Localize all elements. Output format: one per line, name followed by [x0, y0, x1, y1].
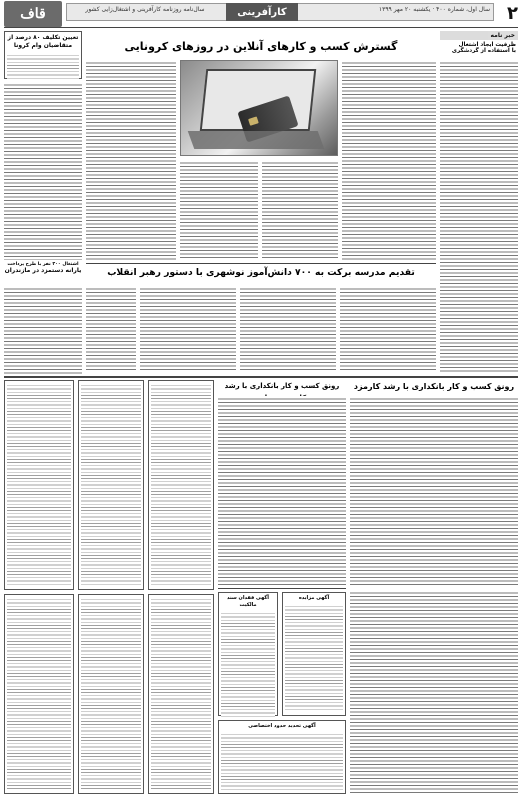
notice-b-title: آگهی فقدان سند مالکیت — [226, 595, 270, 608]
newspaper-logo: قاف — [4, 1, 62, 27]
legal-notice-4-text — [7, 597, 71, 791]
lead-headline: گسترش کسب و کارهای آنلاین در روزهای کرونایی — [124, 40, 398, 53]
legal-notice-1-text — [7, 383, 71, 587]
lead-bottom-rule — [86, 263, 436, 264]
legal-notice-6 — [148, 594, 214, 794]
second-text-col-1 — [340, 286, 436, 372]
lead-headline-area — [86, 40, 436, 56]
second-text-col-4 — [86, 286, 136, 372]
masthead-rule — [4, 27, 518, 28]
notice-box-b — [218, 592, 278, 716]
masthead-tagline: سال‌نامه روزنامه کارآفرینی و اشتغال‌زایی کشور — [85, 6, 205, 13]
bottom-right-text-bottom — [350, 590, 518, 794]
notice-c-text — [221, 732, 343, 790]
lead-story-photo — [180, 60, 338, 156]
right-column-label-band — [440, 31, 518, 40]
right-column-label: خبر نامه — [488, 31, 518, 40]
bottom-left-headline-area — [218, 380, 346, 394]
left-mid-title: یارانه دستمزد در مازندران — [4, 267, 82, 274]
issue-date-line: سال اول، شماره ۴۰۰ · یکشنبه ۲۰ مهر ۱۳۹۹ — [378, 6, 490, 13]
second-text-col-3 — [140, 286, 236, 372]
bottom-right-headline: رونق کسب و کار بانکداری با رشد کارمزد — [353, 382, 515, 391]
page-number: ۲ — [507, 3, 518, 24]
left-news-title: تعیین تکلیف ۸۰ درصد از متقاضیان وام کرونا — [7, 34, 79, 49]
left-mid-body-text — [4, 286, 82, 378]
second-headline: تقدیم مدرسه برکت به ۷۰۰ دانش‌آموز نوشهری با دستور رهبر انقلاب — [107, 267, 415, 278]
left-news-box — [4, 31, 82, 79]
bottom-center-rule — [218, 588, 346, 589]
bottom-right-text-top — [350, 396, 518, 586]
legal-notice-1 — [4, 380, 74, 590]
legal-notice-5 — [78, 594, 144, 794]
left-mid-kicker: اشتغال ۳۰۰ نفر با طرح پرداخت — [7, 262, 79, 267]
bottom-left-headline: رونق کسب و کار بانکداری با رشد — [224, 382, 340, 390]
left-mid-headline — [4, 262, 82, 284]
second-headline-area — [86, 266, 436, 282]
right-title-line1: ظرفیت ایجاد اشتغال — [458, 42, 516, 48]
masthead — [0, 0, 522, 28]
notice-b-text — [221, 611, 275, 719]
second-text-col-2 — [240, 286, 336, 372]
legal-notice-5-text — [81, 597, 141, 791]
laptop-keyboard-icon — [188, 131, 325, 149]
legal-notice-4 — [4, 594, 74, 794]
left-news-text — [7, 53, 79, 79]
legal-notice-3 — [148, 380, 214, 590]
right-column-title — [440, 42, 518, 54]
notice-a-title: آگهی مزایده — [298, 595, 330, 601]
legal-notice-6-text — [151, 597, 211, 791]
lead-text-col-2 — [262, 160, 338, 260]
lead-text-col-4 — [86, 60, 176, 260]
left-column-body-text — [4, 82, 82, 260]
legal-notice-2 — [78, 380, 144, 590]
fold-rule — [4, 376, 518, 378]
section-category: کارآفرینی — [226, 3, 298, 21]
right-column-body-text — [440, 60, 518, 372]
legal-notice-2-text — [81, 383, 141, 587]
lead-text-col-3 — [180, 160, 258, 260]
lead-text-col-1 — [342, 60, 436, 260]
notice-c-title: آگهی تحدید حدود اختصاصی — [248, 723, 316, 729]
bottom-right-headline-area — [350, 380, 518, 394]
bottom-center-text — [218, 396, 346, 586]
right-title-line2: با استفاده از گردشگری — [451, 48, 516, 54]
notice-a-text — [285, 604, 343, 712]
notice-box-c — [218, 720, 346, 794]
legal-notice-3-text — [151, 383, 211, 587]
notice-box-a — [282, 592, 346, 716]
